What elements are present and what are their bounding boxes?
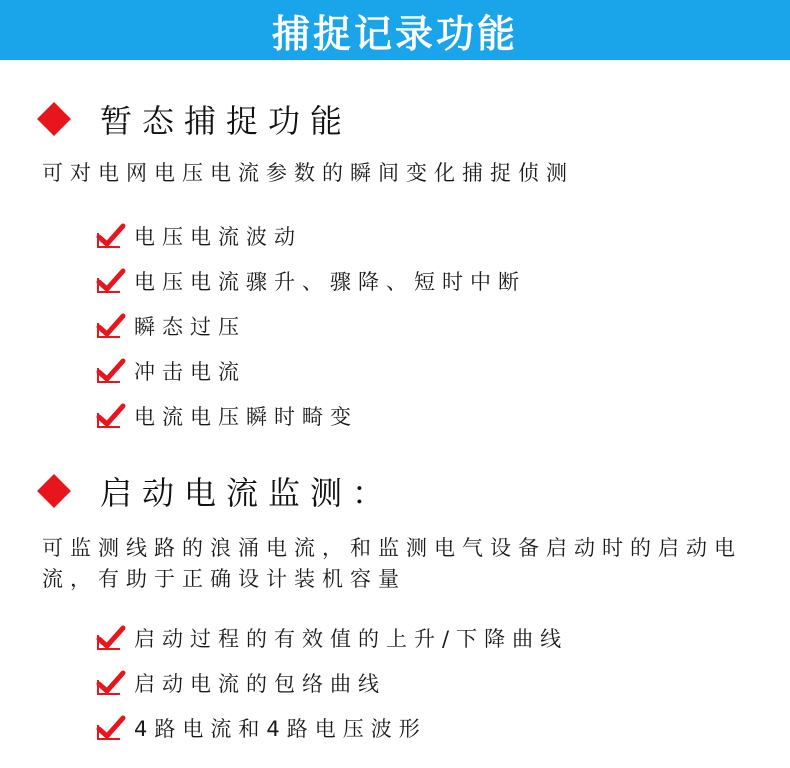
title-banner [0,0,790,60]
section-heading-text: 暂态捕捉功能 [100,102,353,140]
list-item-label: 瞬态过压 [134,314,246,339]
list-item-label: 启动电流的包络曲线 [134,671,386,696]
section-description: 可监测线路的浪涌电流，和监测电气设备启动时的启动电流，有助于正确设计装机容量 [42,536,742,591]
list-item-label: 电压电流骤升、骤降、短时中断 [134,269,526,294]
checkmark-icon [96,403,126,429]
list-item [96,660,568,705]
list-item-label: 电压电流波动 [134,224,302,249]
list-item [96,213,526,258]
checkmark-icon [96,625,126,651]
checkmark-icon [96,313,126,339]
list-item [96,348,526,393]
checkmark-icon [96,223,126,249]
feature-list-transient [96,213,526,438]
list-item [96,615,568,660]
red-diamond-icon [37,474,71,508]
red-diamond-icon [37,102,71,136]
list-item [96,393,526,438]
list-item [96,303,526,348]
section-heading-transient-capture [36,96,352,142]
list-item-label: 电流电压瞬时畸变 [134,404,358,429]
list-item [96,258,526,303]
list-item-label: 4路电流和4路电压波形 [134,716,427,741]
list-item-label: 启动过程的有效值的上升/下降曲线 [134,626,569,651]
section-heading-text: 启动电流监测： [100,474,395,512]
checkmark-icon [96,268,126,294]
list-item [96,705,568,750]
section-description: 可对电网电压电流参数的瞬间变化捕捉侦测 [42,161,574,185]
feature-list-inrush [96,615,568,750]
checkmark-icon [96,715,126,741]
list-item-label: 冲击电流 [134,359,246,384]
checkmark-icon [96,358,126,384]
section-heading-inrush-monitoring [36,468,394,514]
checkmark-icon [96,670,126,696]
page-title: 捕捉记录功能 [271,10,518,56]
